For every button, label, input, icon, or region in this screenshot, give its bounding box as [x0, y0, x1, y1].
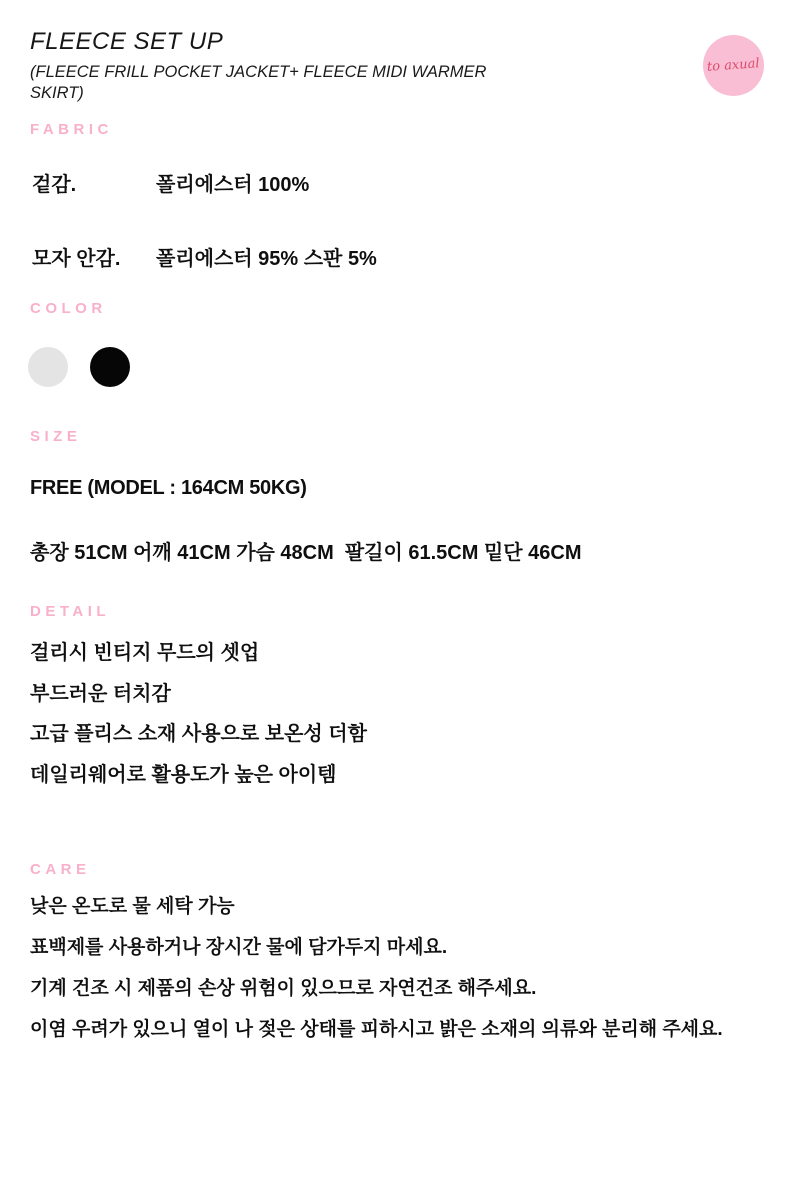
fabric-value: 폴리에스터 100% [156, 174, 310, 196]
color-swatch-black [90, 347, 130, 387]
detail-lines [30, 633, 367, 795]
size-measure-line: 총장 51CM 어깨 41CM 가슴 48CM 팔길이 61.5CM 밑단 46CM [30, 542, 582, 564]
product-subtitle-line1: (FLEECE FRILL POCKET JACKET+ FLEECE MIDI WARMER [30, 63, 487, 81]
care-line: 기계 건조 시 제품의 손상 위험이 있으므로 자연건조 해주세요. [30, 978, 537, 999]
size-heading: SIZE [30, 428, 82, 445]
care-line: 이염 우려가 있으니 열이 나 젖은 상태를 피하시고 밝은 소재의 의류와 분리해 주세요. [30, 1019, 723, 1040]
care-line: 표백제를 사용하거나 장시간 물에 담가두지 마세요. [30, 937, 448, 958]
detail-line: 고급 플리스 소재 사용으로 보온성 더함 [30, 723, 367, 746]
detail-heading: DETAIL [30, 603, 111, 620]
care-heading: CARE [30, 861, 91, 878]
header [30, 28, 590, 104]
fabric-heading: FABRIC [30, 121, 113, 138]
fabric-row-outer [32, 168, 309, 197]
fabric-label: 모자 안감. [32, 248, 121, 270]
brand-logo-text: to axual [706, 56, 761, 75]
detail-line: 부드러운 터치감 [30, 682, 171, 705]
brand-logo-badge [703, 35, 764, 96]
care-lines [30, 886, 723, 1050]
detail-line: 걸리시 빈티지 무드의 셋업 [30, 642, 260, 664]
product-title: FLEECE SET UP [30, 28, 224, 55]
color-swatches [28, 347, 130, 387]
detail-line: 데일리웨어로 활용도가 높은 아이템 [30, 763, 337, 786]
color-heading: COLOR [30, 300, 107, 317]
product-subtitle [30, 62, 590, 104]
fabric-value: 폴리에스터 95% 스판 5% [156, 248, 377, 270]
product-subtitle-line2: SKIRT) [30, 84, 84, 102]
color-swatch-light-gray [28, 347, 68, 387]
care-line: 낮은 온도로 물 세탁 가능 [30, 896, 235, 917]
fabric-label: 겉감. [32, 174, 77, 196]
fabric-row-hood-lining [32, 242, 377, 271]
size-model-line: FREE (MODEL : 164CM 50KG) [30, 477, 307, 499]
